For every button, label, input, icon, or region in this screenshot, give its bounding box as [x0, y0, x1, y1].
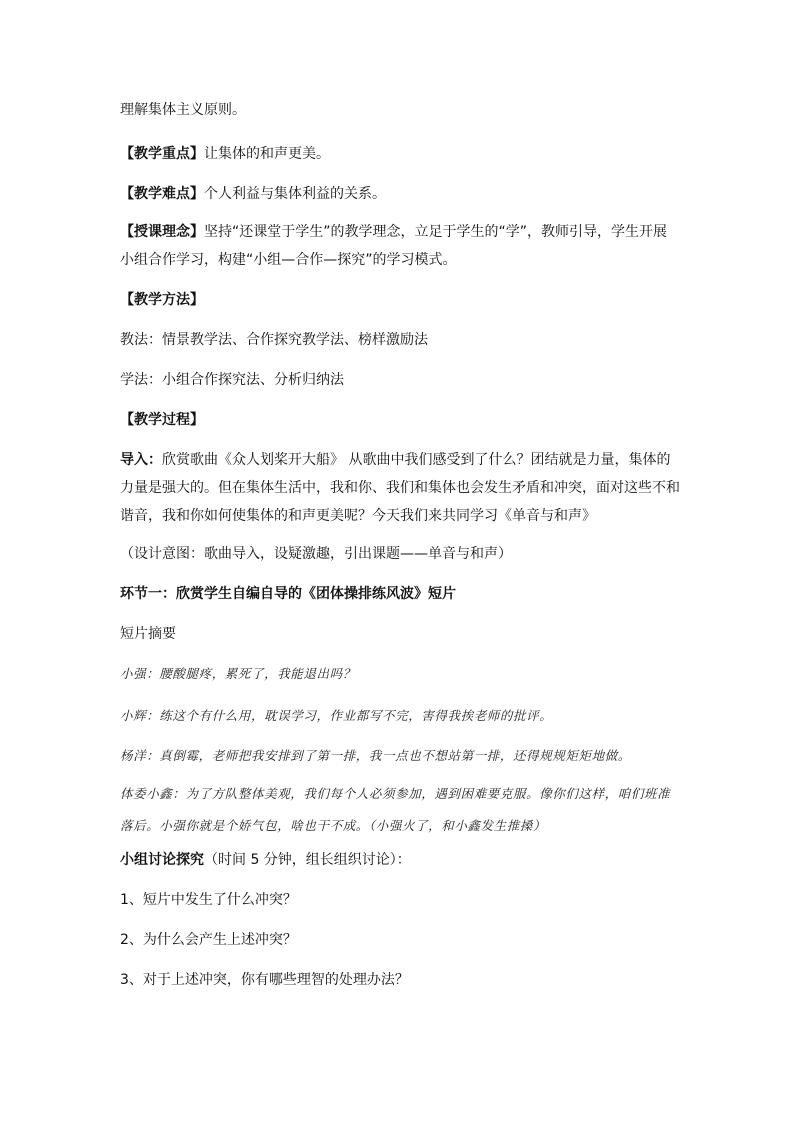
paragraph-text: 坚持“还课堂于学生”的教学理念，立足于学生的“学”，教师引导，学生开展小组合作学习，构建“小组—合作—探究”的学习模式。	[120, 224, 668, 268]
question-text: 3、对于上述冲突，你有哪些理智的处理办法？	[120, 972, 409, 988]
key-point-line	[120, 140, 680, 168]
dialogue-text: 小辉：练这个有什么用，耽误学习，作业都写不完，害得我挨老师的批评。	[120, 708, 553, 723]
group-discussion-line	[120, 846, 680, 874]
section-heading: 小组讨论探究	[120, 852, 204, 868]
teaching-concept-paragraph	[120, 218, 680, 274]
difficulty-line	[120, 180, 680, 208]
paragraph-text: 学法：小组合作探究法、分析归纳法	[120, 372, 344, 388]
text-line	[120, 96, 680, 124]
paragraph-text: 欣赏歌曲《众人划桨开大船》 从歌曲中我们感受到了什么？团结就是力量，集体的力量是强大的。但在集体生活中，我和你、我们和集体也会发生矛盾和冲突，面对这些不和谐音，我和你如何使集体的和声更美呢？今天我们来共同学习《单音与和声》	[120, 452, 680, 524]
question-item	[120, 966, 680, 994]
intro-paragraph	[120, 446, 680, 530]
paragraph-text: 短片摘要	[120, 626, 176, 642]
section-heading: 【教学难点】	[120, 186, 204, 202]
question-item	[120, 886, 680, 914]
section-one-heading-line	[120, 580, 680, 608]
text-line	[120, 326, 680, 354]
text-line	[120, 366, 680, 394]
section-heading: 【教学方法】	[120, 292, 204, 308]
section-heading: 【教学过程】	[120, 412, 204, 428]
paragraph-text: 理解集体主义原则。	[120, 102, 246, 118]
methods-heading-line	[120, 286, 680, 314]
paragraph-text: （设计意图：歌曲导入，设疑激趣，引出课题——单音与和声）	[120, 546, 512, 562]
dialogue-line	[120, 742, 680, 770]
section-heading: 导入：	[120, 452, 162, 468]
paragraph-text: 个人利益与集体利益的关系。	[204, 186, 386, 202]
dialogue-text: 体委小鑫：为了方队整体美观，我们每个人必须参加，遇到困难要克服。像你们这样，咱们班准落后。小强你就是个娇气包，啥也干不成。（小强火了，和小鑫发生推搡）	[120, 786, 671, 833]
section-heading: 【授课理念】	[120, 224, 204, 240]
text-line	[120, 620, 680, 648]
dialogue-text: 小强：腰酸腿疼，累死了，我能退出吗？	[120, 666, 356, 681]
text-line	[120, 540, 680, 568]
paragraph-text: （时间 5 分钟，组长组织讨论）：	[204, 852, 411, 868]
dialogue-text: 杨洋：真倒霉，老师把我安排到了第一排，我一点也不想站第一排，还得规规矩矩地做。	[120, 748, 631, 763]
question-text: 2、为什么会产生上述冲突？	[120, 932, 297, 948]
dialogue-line	[120, 702, 680, 730]
question-text: 1、短片中发生了什么冲突？	[120, 892, 297, 908]
question-item	[120, 926, 680, 954]
dialogue-paragraph	[120, 778, 680, 842]
section-heading: 【教学重点】	[120, 146, 204, 162]
section-heading: 环节一：欣赏学生自编自导的《团体操排练风波》短片	[120, 586, 456, 602]
process-heading-line	[120, 406, 680, 434]
paragraph-text: 教法：情景教学法、合作探究教学法、榜样激励法	[120, 332, 428, 348]
paragraph-text: 让集体的和声更美。	[204, 146, 330, 162]
dialogue-line	[120, 660, 680, 688]
